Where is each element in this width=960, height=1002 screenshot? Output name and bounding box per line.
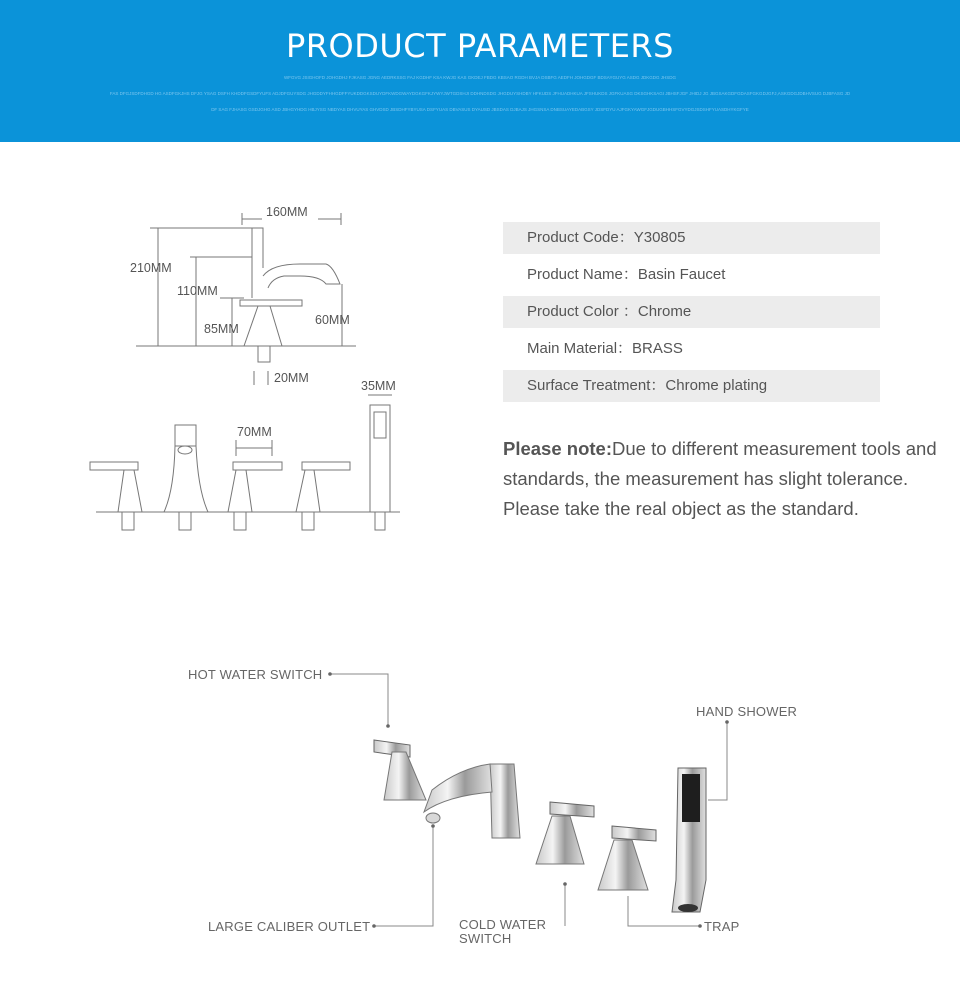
page-title: PRODUCT PARAMETERS: [286, 27, 674, 65]
dimension-210: 210MM: [130, 261, 172, 275]
param-label: Main Material：: [527, 340, 633, 357]
param-row-name: [503, 259, 880, 291]
param-row-code: [503, 222, 880, 254]
param-value: BRASS: [632, 340, 683, 357]
param-label: Product Name：: [527, 266, 638, 283]
faucet-set-illustration: [374, 740, 706, 912]
param-value: Chrome: [637, 303, 692, 320]
note-lead: Please note:: [503, 438, 612, 459]
param-label: Product Color ：: [527, 303, 638, 320]
callout-hot-water-switch: HOT WATER SWITCH: [188, 667, 323, 682]
dimension-35: 35MM: [361, 379, 396, 393]
trap-illustration: [598, 826, 656, 890]
callout-cold-water-switch-line2: SWITCH: [459, 931, 512, 946]
dimension-70: 70MM: [237, 425, 272, 439]
callout-large-caliber-outlet: LARGE CALIBER OUTLET: [208, 919, 371, 934]
banner-fine-print-3: DF SAG FJHASG GSDJGHG ASD JBHGYHDG HBJYSG NBDYAS DHVUYAS GHVDSD JBSDHFYBYUSA DSFYUAS DBVASUS DYAUSD JBSDAS DJBAJS JHGSNSA DNBSUAYEDABGSY JDSFDYU AJFGKYAWGFJGDUGBHHSFGVYDGJSDSHFYUASDHYKGFYE: [211, 107, 749, 112]
callout-cold-water-switch-line1: COLD WATER: [459, 917, 547, 932]
hand-shower-illustration: [672, 768, 706, 912]
dimension-160: 160MM: [266, 205, 308, 219]
parameter-table: [503, 222, 880, 407]
measurement-note: [503, 434, 960, 524]
dimension-20: 20MM: [274, 371, 309, 385]
param-row-color: [503, 296, 880, 328]
front-view-drawing: [90, 395, 400, 530]
note-text: Due to different measurement tools and standards, the measurement has slight tolerance. Please take the real object as the standard.: [503, 438, 937, 519]
hot-water-switch-illustration: [374, 740, 426, 800]
param-row-material: [503, 333, 880, 365]
banner-fine-print-2: FAS DFGJSDFDHGD HG ASDFGKJHS DFJG YSAG DSFH KHDDFGSDFYUFS ADJDFGUYSDG JHGDDYFHHGDFFYUKDDGKSDUYDFKWDGWAYDGKGFKJYWYJWTGDSHJI DDHNDSDG JHGDUYSHDBY HFKUDS JFHUADHKUA JFSHUKDS JGFKUASG DKSGHKSAGI JBHSFJGF JHIDJ JG JBGSAKGDFGDASFGKGDJGFJ,ASKGDGJDBHVSUG DJBFASG JD: [109, 91, 851, 96]
callout-hand-shower: HAND SHOWER: [696, 704, 798, 719]
param-label: Product Code：: [527, 229, 634, 246]
side-view-drawing: [136, 213, 356, 385]
dimension-60: 60MM: [315, 313, 350, 327]
outlet-spout-illustration: [424, 764, 520, 838]
dimension-110: 110MM: [177, 284, 218, 298]
dimension-85: 85MM: [204, 322, 239, 336]
param-value: Basin Faucet: [637, 266, 726, 283]
param-label: Surface Treatment：: [527, 377, 666, 394]
banner-fine-print-1: WFGVG JSIGHOFD JOHGDHJ FJKASG JGNG AEDRKSSG FAJ KGDHF KSA KWJG KAS GKDEJ FBDG KBSAO RGDH BVJA DSBFG AEDFH JOHGDGF BDSAYGUYG ASDG JDKGDG JHSDG: [284, 75, 676, 80]
callout-trap: TRAP: [704, 919, 740, 934]
param-row-surface: [503, 370, 880, 402]
param-value: Y30805: [633, 229, 686, 246]
param-value: Chrome plating: [665, 377, 768, 394]
cold-water-switch-illustration: [536, 802, 594, 864]
